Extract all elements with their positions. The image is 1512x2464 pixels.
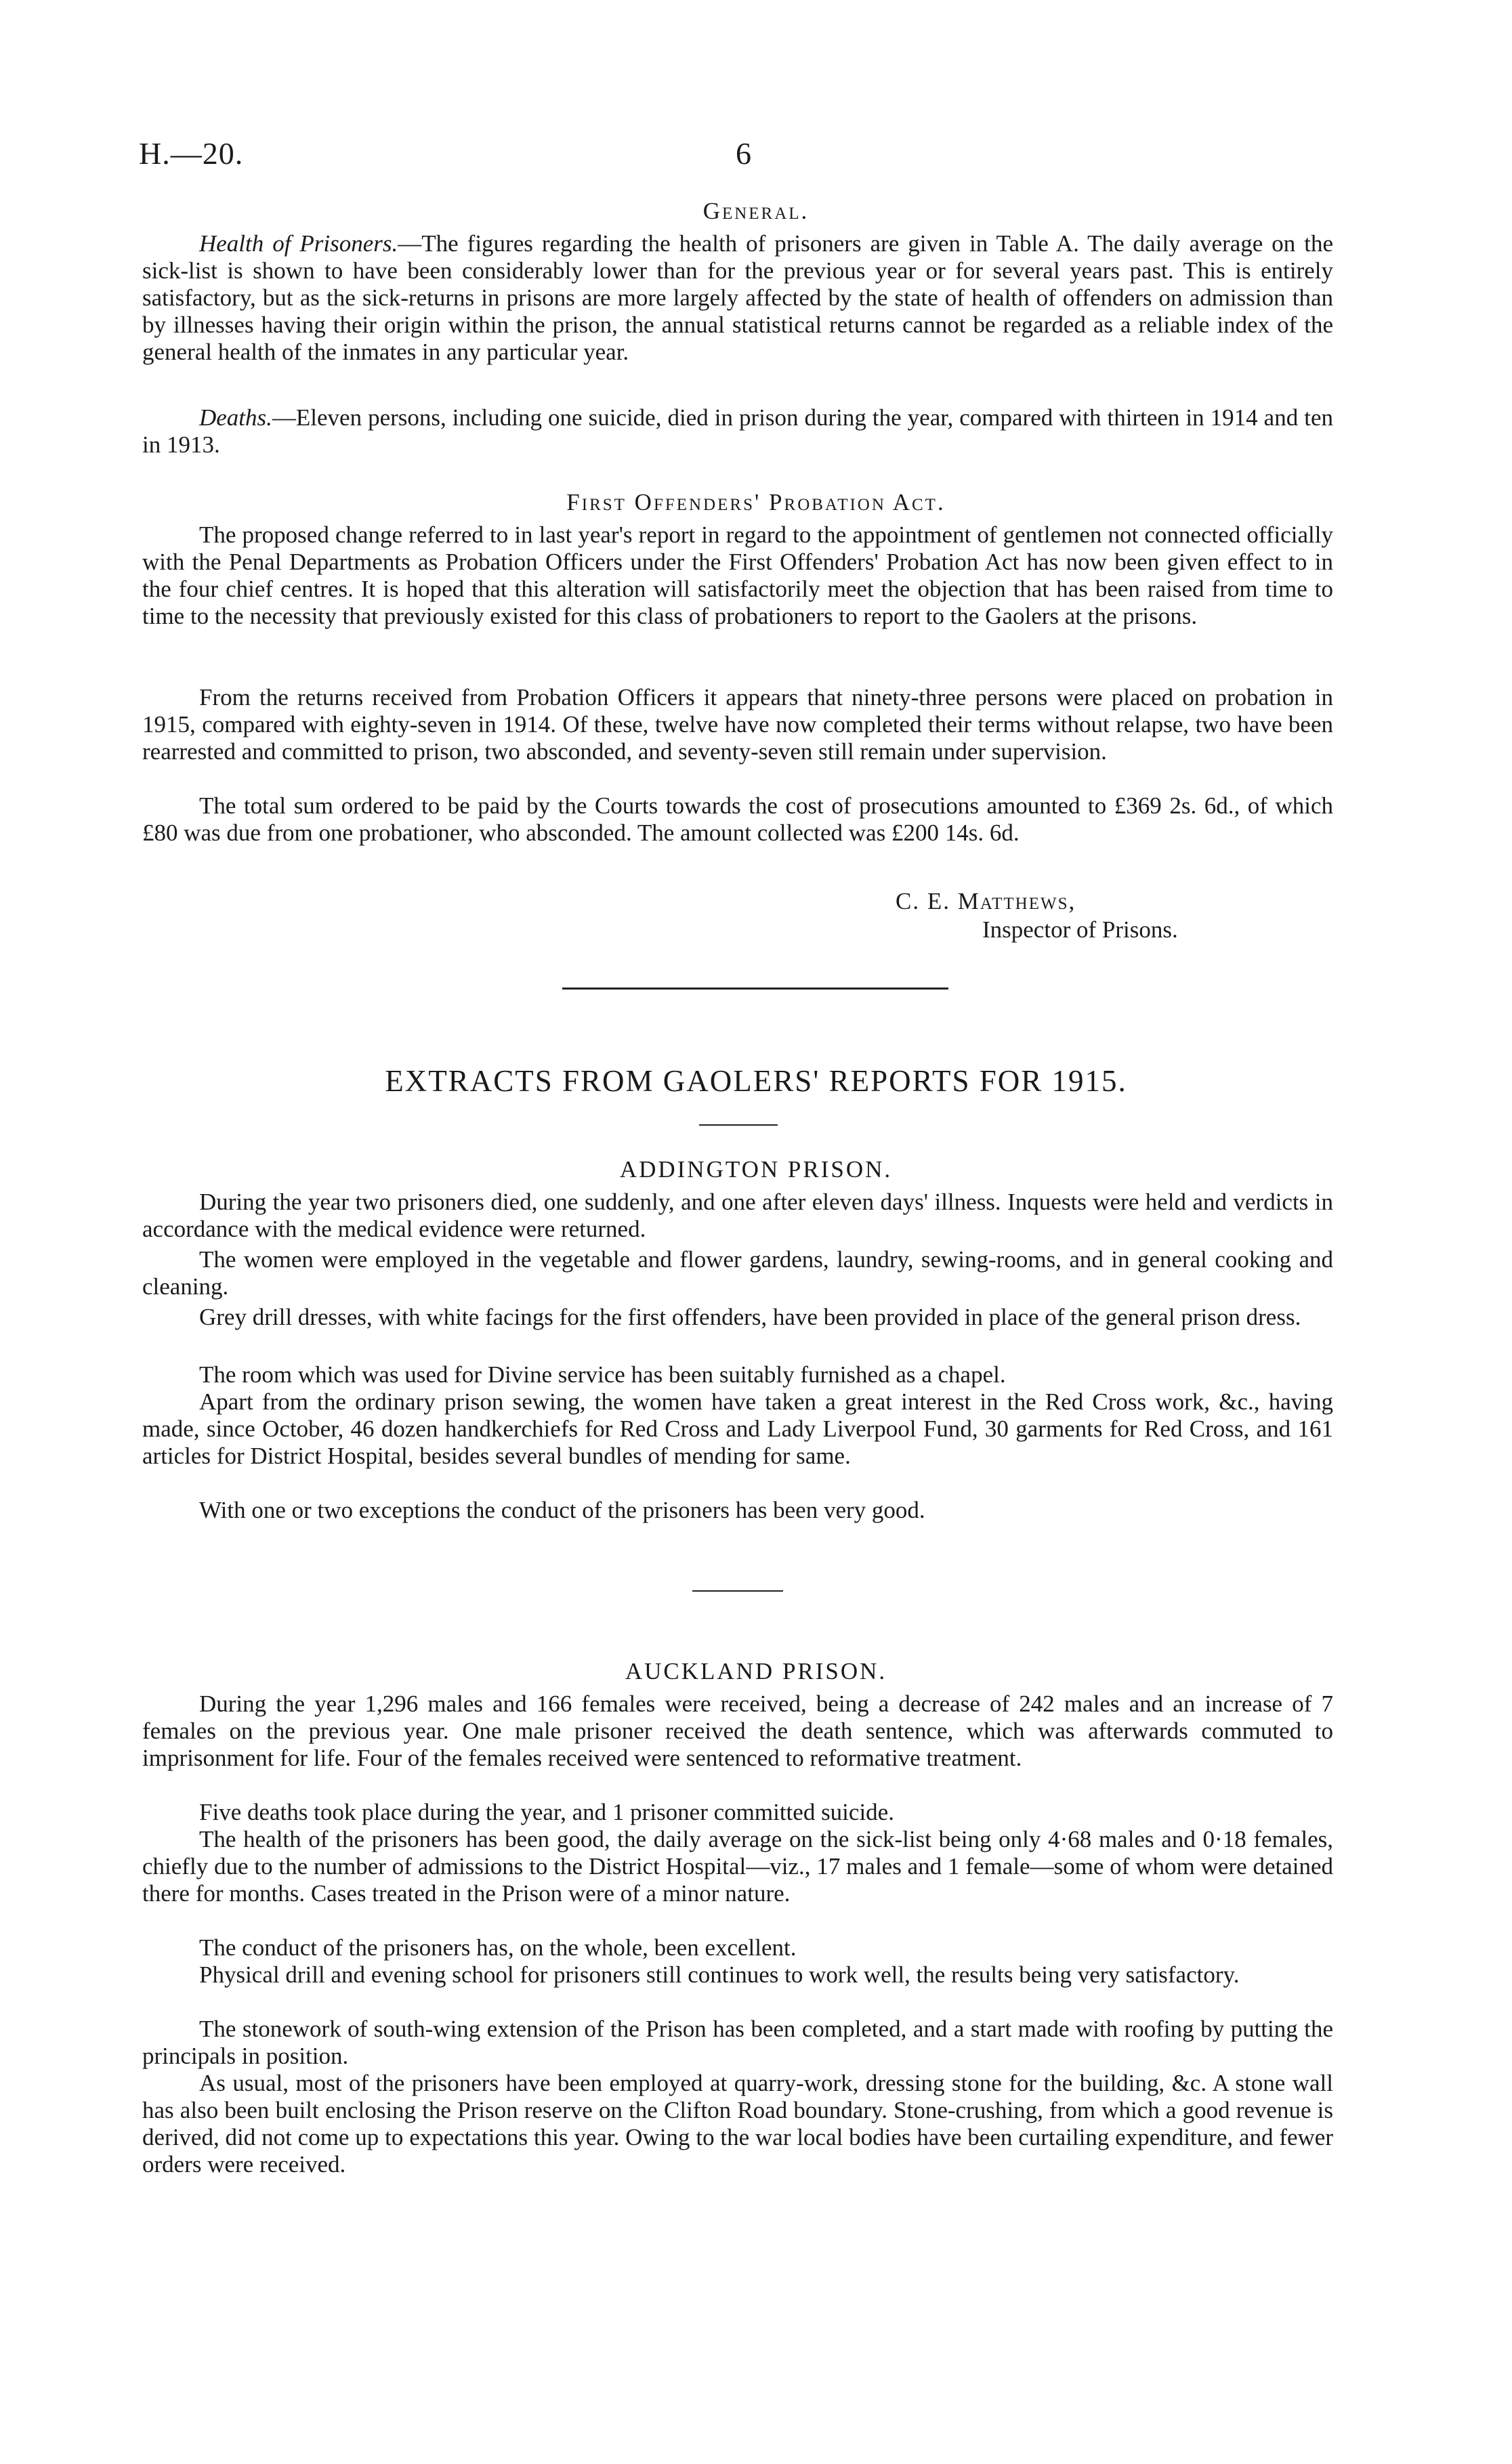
deaths-text: —Eleven persons, including one suicide, died in prison during the year, compared with thirteen in 1914 and ten in 1913.	[142, 404, 1333, 458]
general-heading: General.	[702, 198, 810, 224]
signature-title: Inspector of Prisons.	[982, 916, 1178, 943]
extracts-title: EXTRACTS FROM GAOLERS' REPORTS FOR 1915.	[385, 1064, 1127, 1098]
health-paragraph	[142, 230, 1333, 366]
addington-paragraph: Apart from the ordinary prison sewing, the women have taken a great interest in the Red Cross work, &c., having made, since October, 46 dozen handkerchiefs for Red Cross and Lady Liverpool Fund, 30 garments for Red Cross, and 161 articles for District Hospital, besides several bundles of mending for same.	[142, 1388, 1333, 1469]
addington-paragraph: Grey drill dresses, with white facings for the first offenders, have been provided in place of the general prison dress.	[199, 1304, 1301, 1330]
auckland-paragraph: The stonework of south-wing extension of the Prison has been completed, and a start made with roofing by putting the principals in position.	[142, 2016, 1333, 2069]
addington-paragraph: The room which was used for Divine service has been suitably furnished as a chapel.	[199, 1361, 1006, 1388]
signature-block	[894, 887, 1274, 944]
health-text: —The figures regarding the health of prisoners are given in Table A. The daily average on the sick-list is shown to have been considerably lower than for the previous year or for several years past. This is entirely satisfactory, but as the sick-returns in prisons are more largely affected by the state of health of offenders on admission than by illnesses having their origin within the prison, the annual statistical returns cannot be regarded as a reliable index of the general health of the inmates in any particular year.	[142, 230, 1333, 365]
auckland-paragraph: The health of the prisoners has been good, the daily average on the sick-list being only 4·68 males and 0·18 females, chiefly due to the number of admissions to the District Hospital—viz., 17 males and 1 female—some of whom were detained there for months. Cases treated in the Prison were of a minor nature.	[142, 1826, 1333, 1907]
page-number: 6	[736, 136, 751, 171]
section-divider	[692, 1590, 783, 1592]
section-divider	[562, 987, 948, 990]
health-lead: Health of Prisoners.	[199, 230, 398, 257]
auckland-paragraph: The conduct of the prisoners has, on the whole, been excellent.	[199, 1934, 797, 1961]
addington-heading: ADDINGTON PRISON.	[619, 1156, 893, 1183]
title-underline	[699, 1124, 778, 1126]
probation-paragraph-3: The total sum ordered to be paid by the Courts towards the cost of prosecutions amounted to £369 2s. 6d., of which £80 was due from one probationer, who absconded. The amount collected was £200 14s. 6d.	[142, 792, 1333, 846]
auckland-paragraph: As usual, most of the prisoners have been employed at quarry-work, dressing stone for the building, &c. A stone wall has also been built enclosing the Prison reserve on the Clifton Road boundary. Stone-crushing, from which a good revenue is derived, did not come up to expectations this year. Owing to the war local bodies have been curtailing expenditure, and fewer orders were received.	[142, 2070, 1333, 2178]
deaths-lead: Deaths.	[199, 404, 272, 431]
auckland-paragraph: Five deaths took place during the year, and 1 prisoner committed suicide.	[199, 1799, 894, 1825]
addington-paragraph: During the year two prisoners died, one suddenly, and one after eleven days' illness. Inquests were held and verdicts in accordance with the medical evidence were returned.	[142, 1189, 1333, 1242]
signature-name: C. E. Matthews,	[896, 888, 1076, 914]
auckland-paragraph: Physical drill and evening school for prisoners still continues to work well, the results being very satisfactory.	[199, 1961, 1240, 1988]
addington-paragraph: The women were employed in the vegetable and flower gardens, laundry, sewing-rooms, and in general cooking and cleaning.	[142, 1246, 1333, 1300]
probation-heading: First Offenders' Probation Act.	[566, 489, 946, 515]
auckland-heading: AUCKLAND PRISON.	[625, 1658, 887, 1684]
report-reference: H.—20.	[139, 136, 244, 171]
deaths-paragraph	[142, 404, 1333, 459]
auckland-paragraph: During the year 1,296 males and 166 females were received, being a decrease of 242 males and an increase of 7 females on the previous year. One male prisoner received the death sentence, which was afterwards commuted to imprisonment for life. Four of the females received were sentenced to reformative treatment.	[142, 1691, 1333, 1771]
probation-paragraph-1: The proposed change referred to in last year's report in regard to the appointment of gentlemen not connected officially with the Penal Departments as Probation Officers under the First Offenders' Probation Act has now been given effect to in the four chief centres. It is hoped that this alteration will satisfactorily meet the objection that has been raised from time to time to the necessity that previously existed for this class of probationers to report to the Gaolers at the prisons.	[142, 522, 1333, 629]
probation-paragraph-2: From the returns received from Probation Officers it appears that ninety-three persons were placed on probation in 1915, compared with eighty-seven in 1914. Of these, twelve have now completed their terms without relapse, two have been rearrested and committed to prison, two absconded, and seventy-seven still remain under supervision.	[142, 684, 1333, 765]
addington-paragraph: With one or two exceptions the conduct of the prisoners has been very good.	[199, 1497, 925, 1523]
